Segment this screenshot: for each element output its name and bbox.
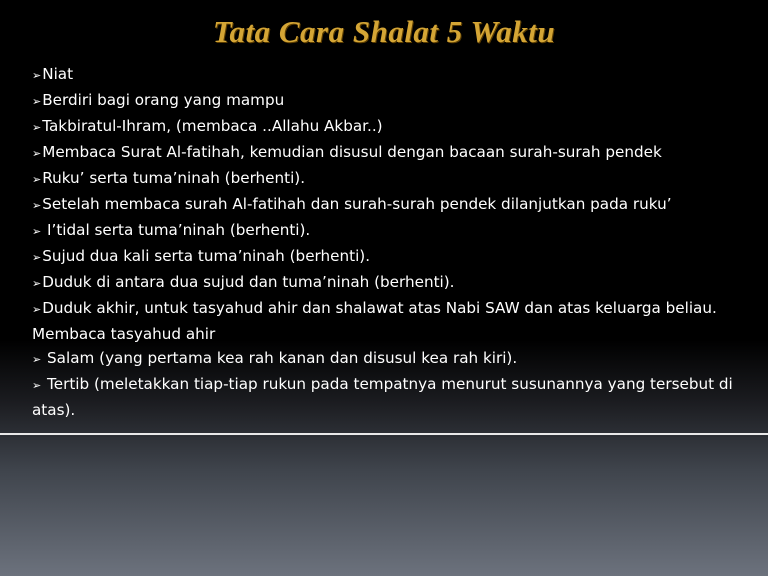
list-item: ➢Takbiratul-Ihram, (membaca ..Allahu Akbar..): [32, 117, 383, 135]
list-item: ➢Membaca Surat Al-fatihah, kemudian disusul dengan bacaan surah-surah pendek: [32, 143, 662, 161]
step-list: [32, 62, 752, 422]
arrow-bullet-icon: ➢: [32, 353, 42, 366]
arrow-bullet-icon: ➢: [32, 277, 42, 290]
list-item: ➢Duduk di antara dua sujud dan tuma’ninah (berhenti).: [32, 273, 455, 291]
list-item-plain: Membaca tasyahud ahir: [32, 325, 216, 343]
arrow-bullet-icon: ➢: [32, 69, 42, 82]
list-item: ➢Duduk akhir, untuk tasyahud ahir dan shalawat atas Nabi SAW dan atas keluarga beliau.: [32, 299, 717, 317]
arrow-bullet-icon: ➢: [32, 225, 42, 238]
arrow-bullet-icon: ➢: [32, 379, 42, 392]
list-item: ➢ Salam (yang pertama kea rah kanan dan disusul kea rah kiri).: [32, 349, 518, 367]
list-item: ➢Niat: [32, 65, 74, 83]
arrow-bullet-icon: ➢: [32, 251, 42, 264]
list-item: ➢ Tertib (meletakkan tiap-tiap rukun pada tempatnya menurut susunannya yang tersebut di atas).: [32, 375, 733, 419]
arrow-bullet-icon: ➢: [32, 303, 42, 316]
arrow-bullet-icon: ➢: [32, 199, 42, 212]
slide-title: Tata Cara Shalat 5 Waktu: [212, 14, 556, 49]
arrow-bullet-icon: ➢: [32, 147, 42, 160]
horizontal-rule: [0, 433, 768, 435]
list-item: ➢Setelah membaca surah Al-fatihah dan surah-surah pendek dilanjutkan pada ruku’: [32, 195, 672, 213]
arrow-bullet-icon: ➢: [32, 95, 42, 108]
arrow-bullet-icon: ➢: [32, 173, 42, 186]
list-item: ➢Ruku’ serta tuma’ninah (berhenti).: [32, 169, 306, 187]
list-item: ➢Berdiri bagi orang yang mampu: [32, 91, 285, 109]
horizontal-rule-shadow: [0, 436, 768, 437]
arrow-bullet-icon: ➢: [32, 121, 42, 134]
list-item: ➢ I’tidal serta tuma’ninah (berhenti).: [32, 221, 311, 239]
list-item: ➢Sujud dua kali serta tuma’ninah (berhenti).: [32, 247, 371, 265]
